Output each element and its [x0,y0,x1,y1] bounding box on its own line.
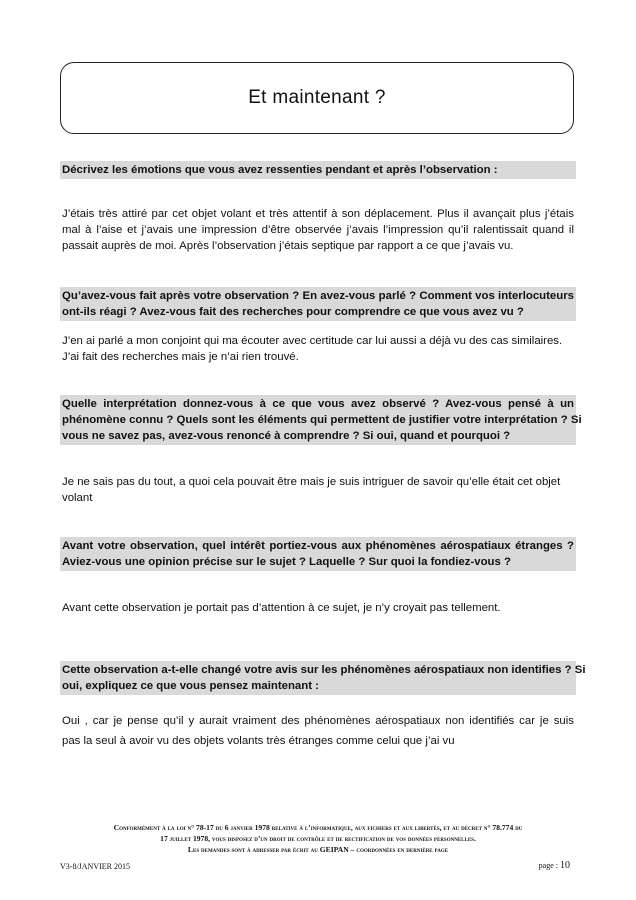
question-line: Aviez-vous une opinion précise sur le sujet ? Laquelle ? Sur quoi la fondiez-vous ? [62,556,511,568]
question-line: vous ne savez pas, avez-vous renoncé à comprendre ? Si oui, quand et pourquoi ? [62,430,511,442]
legal-notice [60,822,576,855]
answer-line: pas la seul à avoir vu des objets volants très étranges comme celui que j’ai vu [62,735,455,747]
question-4 [60,537,576,571]
legal-line-3: Les demandes sont à adresser par écrit au GEIPAN – coordonnées en dernière page [187,845,449,854]
answer-3 [60,474,576,506]
answer-line: Avant cette observation je portait pas d’attention à ce sujet, je n’y croyait pas tellement. [62,602,501,614]
question-2 [60,287,576,321]
page-indicator [539,860,570,871]
version-label: V3-8/JANVIER 2015 [60,862,130,871]
answer-line: Je ne sais pas du tout, a quoi cela pouvait être mais je suis intriguer de savoir qu’elle était cet objet [62,476,561,488]
question-line: Cette observation a-t-elle changé votre avis sur les phénomènes aérospatiaux non identifies ? Si [62,664,586,676]
question-line: phénomène connu ? Quels sont les éléments qui permettent de justifier votre interprétation ? Si [62,414,582,426]
answer-4 [60,600,576,616]
answer-line: passait auprès de moi. Après l’observation j’étais septique par rapport a ce que j’avais vu. [62,240,514,252]
page-number: 10 [560,860,570,871]
answer-line: mal à l’aise et j’avais une impression d’être observée j’avais l’impression qu’il ralentissait quand il [62,224,574,236]
question-line: Avant votre observation, quel intérêt portiez-vous aux phénomènes aérospatiaux étranges ? [62,540,574,552]
answer-line: volant [62,492,93,504]
page-title: Et maintenant ? [248,87,386,108]
question-3 [60,395,582,445]
answer-line: Oui , car je pense qu’il y aurait vraiment des phénomènes aérospatiaux non identifiés car je suis [62,715,574,727]
page-label: page : [538,861,558,870]
answer-1 [60,206,576,254]
legal-line-2: 17 juillet 1978, vous disposez d’un droit de contrôle et de rectification de vos données personnelles. [160,834,476,843]
question-1 [60,161,576,179]
question-line: Quelle interprétation donnez-vous à ce que vous avez observé ? Avez-vous pensé à un [62,398,574,410]
legal-line-1: Conformément à la loi n° 78-17 du 6 janvier 1978 relative à l’informatique, aux fichiers et aux libertés, et au décret n° 78.774 du [113,823,523,832]
question-line: oui, expliquez ce que vous pensez maintenant : [62,680,319,692]
question-line: ont-ils réagi ? Avez-vous fait des recherches pour comprendre ce que vous avez vu ? [62,306,524,318]
question-line: Décrivez les émotions que vous avez ressenties pendant et après l’observation : [62,164,498,176]
answer-line: J’en ai parlé a mon conjoint qui ma écouter avec certitude car lui aussi a déjà vu des cas similaires. [62,335,563,347]
answer-line: J’ai fait des recherches mais je n’ai rien trouvé. [62,351,299,363]
answer-line: J’étais très attiré par cet objet volant et très attentif à son déplacement. Plus il avançait plus j’étais [62,208,574,220]
question-line: Qu’avez-vous fait après votre observation ? En avez-vous parlé ? Comment vos interlocuteurs [62,290,574,302]
answer-5 [60,710,576,749]
title-box [60,62,574,134]
answer-2 [60,333,576,365]
question-5 [60,661,586,695]
